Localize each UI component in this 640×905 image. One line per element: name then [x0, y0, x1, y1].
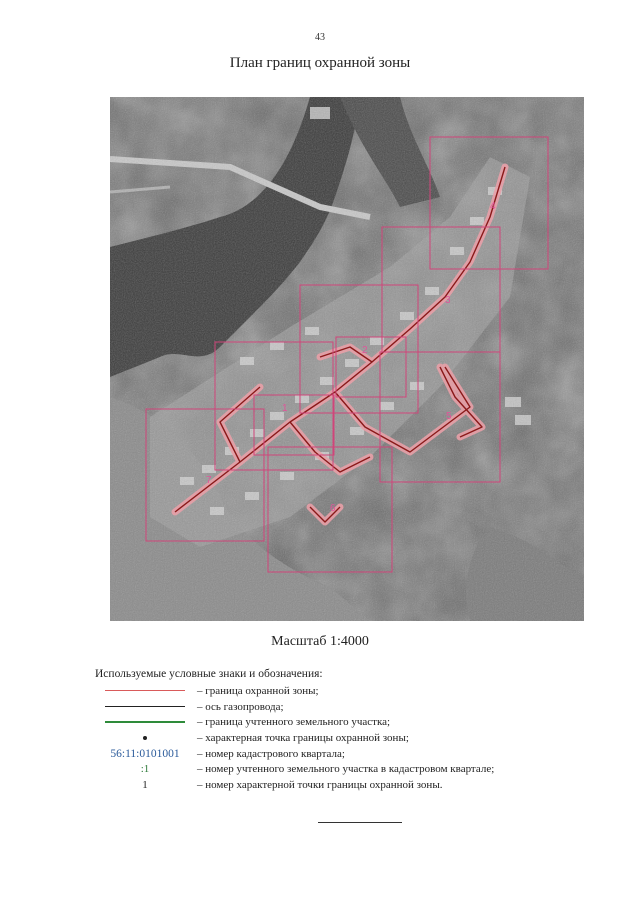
page-number: 43: [315, 32, 325, 43]
sheet-label-3: 3: [445, 295, 451, 306]
legend-item: [95, 683, 615, 699]
red-line-symbol: [95, 683, 195, 699]
black-line-symbol: [95, 699, 195, 715]
point-number-symbol: 1: [142, 778, 148, 791]
legend-item: [95, 730, 615, 746]
map-scale: Масштаб 1:4000: [271, 634, 369, 649]
legend-item: [95, 746, 615, 762]
legend-text: – характерная точка границы охранной зоны;: [197, 731, 409, 744]
map-canvas: [110, 97, 584, 621]
sheet-label-7: 7: [206, 475, 212, 486]
page-title: План границ охранной зоны: [229, 55, 411, 71]
legend: [95, 683, 615, 793]
legend-text: – граница учтенного земельного участка;: [197, 716, 391, 729]
sheet-label-4: 4: [490, 201, 496, 212]
green-line-symbol: [95, 714, 195, 730]
dot-symbol: [95, 730, 195, 746]
cadastral-number-symbol: 56:11:0101001: [110, 747, 180, 760]
legend-item: [95, 761, 615, 777]
legend-text: – номер кадастрового квартала;: [197, 747, 345, 760]
legend-item: [95, 714, 615, 730]
legend-text: – граница охранной зоны;: [197, 684, 319, 697]
signature-line: [318, 822, 402, 823]
sheet-label-1: 1: [282, 403, 288, 414]
sheet-label-2: 2: [362, 345, 368, 356]
legend-text: – номер учтенного земельного участка в кадастровом квартале;: [197, 763, 495, 776]
legend-text: – номер характерной точки границы охранной зоны.: [197, 778, 443, 791]
legend-item: [95, 777, 615, 793]
sheet-label-5: 5: [446, 411, 452, 422]
parcel-number-symbol: :1: [140, 763, 150, 776]
legend-item: [95, 699, 615, 715]
sheet-label-6: 6: [330, 503, 336, 514]
legend-text: – ось газопровода;: [197, 700, 284, 713]
aerial-map: [110, 97, 584, 621]
legend-heading: Используемые условные знаки и обозначения:: [95, 668, 323, 680]
